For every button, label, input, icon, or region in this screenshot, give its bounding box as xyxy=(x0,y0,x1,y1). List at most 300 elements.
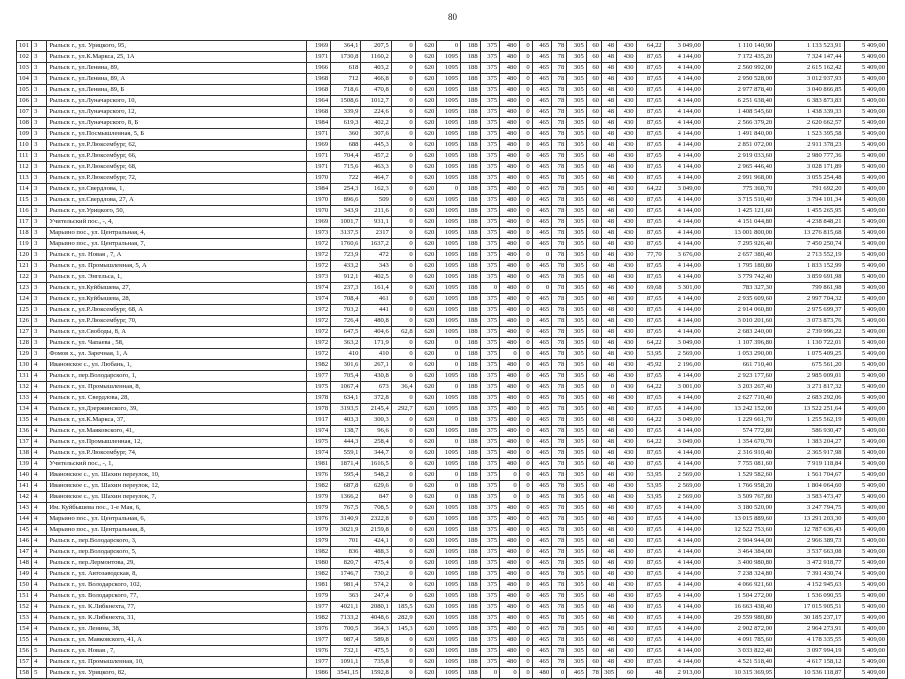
table-cell: 430 xyxy=(617,173,637,184)
table-cell: 5 409,00 xyxy=(844,514,887,525)
table-cell: 36,4 xyxy=(391,382,415,393)
table-cell: 87,65 xyxy=(636,206,664,217)
table-cell: 1979 xyxy=(307,492,331,503)
table-row xyxy=(17,338,888,349)
table-cell: 620 xyxy=(415,514,437,525)
table-cell: 48 xyxy=(601,74,616,85)
table-cell: 2 914 060,80 xyxy=(703,305,775,316)
table-cell: 305 xyxy=(567,63,587,74)
table-cell: 188 xyxy=(461,470,481,481)
table-cell: 1095 xyxy=(437,404,461,415)
table-cell: 3 794 101,34 xyxy=(775,195,844,206)
table-cell: Рыльск г., ул.Луначарского, 10, xyxy=(47,96,307,107)
table-cell: 87,65 xyxy=(636,85,664,96)
table-cell: 0 xyxy=(519,316,532,327)
table-cell: 106 xyxy=(17,96,32,107)
table-cell: 188 xyxy=(461,74,481,85)
table-cell: 1976 xyxy=(307,646,331,657)
table-cell: 465 xyxy=(532,481,552,492)
table-cell: 1095 xyxy=(437,162,461,173)
table-cell: 305 xyxy=(567,250,587,261)
table-cell: 480 xyxy=(500,382,520,393)
table-cell: 305 xyxy=(567,85,587,96)
table-cell: 430 xyxy=(617,437,637,448)
table-cell: 433,2 xyxy=(331,261,361,272)
table-cell: 343 xyxy=(361,261,391,272)
table-cell: 104 xyxy=(17,74,32,85)
table-cell: 475,5 xyxy=(361,646,391,657)
table-cell: 112 xyxy=(17,162,32,173)
table-cell: 375 xyxy=(480,316,500,327)
table-cell: 48 xyxy=(601,591,616,602)
table-cell: 2 904 944,00 xyxy=(703,536,775,547)
table-cell: Рыльск г., ул. Промышленная, 8, xyxy=(47,382,307,393)
table-cell: 5 409,00 xyxy=(844,206,887,217)
table-cell: 465 xyxy=(532,239,552,250)
table-cell: 188 xyxy=(461,228,481,239)
table-cell: 987,4 xyxy=(331,635,361,646)
table-cell: 5 409,00 xyxy=(844,382,887,393)
table-cell: 78 xyxy=(552,514,567,525)
table-cell: 5 409,00 xyxy=(844,261,887,272)
table-cell: 620 xyxy=(415,459,437,470)
table-cell: 87,65 xyxy=(636,217,664,228)
table-cell: 307,6 xyxy=(361,129,391,140)
table-cell: 704,4 xyxy=(331,151,361,162)
table-cell: 465 xyxy=(532,217,552,228)
table-cell: Рыльск г., ул.Р.Люксембург, 62, xyxy=(47,140,307,151)
table-cell: 305 xyxy=(567,360,587,371)
table-cell: 48 xyxy=(601,305,616,316)
table-cell: 60 xyxy=(586,525,601,536)
table-cell: 60 xyxy=(586,228,601,239)
table-cell: 78 xyxy=(552,52,567,63)
table-cell: Рыльск г., ул.Ленина, 89, xyxy=(47,63,307,74)
table-cell: 375 xyxy=(480,525,500,536)
table-cell: 1979 xyxy=(307,536,331,547)
table-cell: 480 xyxy=(500,459,520,470)
table-cell: 375 xyxy=(480,591,500,602)
table-cell: 1095 xyxy=(437,140,461,151)
table-cell: 463,3 xyxy=(361,162,391,173)
table-cell: 188 xyxy=(461,668,481,679)
table-cell: 154 xyxy=(17,624,32,635)
table-cell: 3 xyxy=(32,118,47,129)
table-cell: 375 xyxy=(480,228,500,239)
table-cell: 2159,8 xyxy=(361,525,391,536)
table-cell: 0 xyxy=(391,448,415,459)
table-cell: 111 xyxy=(17,151,32,162)
table-cell: 430 xyxy=(617,283,637,294)
table-cell: 0 xyxy=(391,635,415,646)
table-cell: 2 902 872,00 xyxy=(703,624,775,635)
table-cell: 4 xyxy=(32,470,47,481)
table-cell: 171,9 xyxy=(361,338,391,349)
table-cell: 3193,5 xyxy=(331,404,361,415)
table-cell: 589,8 xyxy=(361,635,391,646)
table-cell: 4 xyxy=(32,481,47,492)
table-cell: 87,65 xyxy=(636,602,664,613)
table-cell: 375 xyxy=(480,173,500,184)
table-cell: Рыльск г., ул.Р.Люксембург, 70, xyxy=(47,316,307,327)
table-cell: 118 xyxy=(17,228,32,239)
table-cell: 87,65 xyxy=(636,63,664,74)
table-cell: 480 xyxy=(500,613,520,624)
table-cell: 1730,8 xyxy=(331,52,361,63)
table-cell: 5 409,00 xyxy=(844,85,887,96)
table-cell: 1095 xyxy=(437,74,461,85)
table-cell: 488,3 xyxy=(361,547,391,558)
table-cell: 78 xyxy=(552,184,567,195)
table-cell: 1971 xyxy=(307,162,331,173)
table-cell: 480 xyxy=(500,514,520,525)
table-cell: 0 xyxy=(519,107,532,118)
table-cell: 0 xyxy=(519,525,532,536)
table-cell: 430 xyxy=(617,305,637,316)
table-cell: 3 xyxy=(32,107,47,118)
table-cell: 465 xyxy=(532,426,552,437)
table-cell: 5 409,00 xyxy=(844,591,887,602)
table-cell: 1095 xyxy=(437,239,461,250)
table-cell: 78 xyxy=(552,173,567,184)
table-cell: 620 xyxy=(415,437,437,448)
table-cell: 3 180 520,00 xyxy=(703,503,775,514)
table-cell: 480 xyxy=(500,294,520,305)
table-cell: 0 xyxy=(519,140,532,151)
table-cell: 188 xyxy=(461,261,481,272)
table-cell: 465 xyxy=(532,459,552,470)
table-cell: 1 133 523,91 xyxy=(775,41,844,52)
table-cell: 3 xyxy=(32,228,47,239)
table-cell: 1095 xyxy=(437,514,461,525)
table-cell: 5 409,00 xyxy=(844,162,887,173)
table-cell: 48 xyxy=(601,162,616,173)
table-cell: Рыльск г., ул.Дзержинского, 39, xyxy=(47,404,307,415)
table-cell: 87,65 xyxy=(636,558,664,569)
table-cell: 1982 xyxy=(307,481,331,492)
table-cell: Рыльск г., ул.Р.Люксембург, 68, xyxy=(47,162,307,173)
table-cell: 375 xyxy=(480,360,500,371)
table-cell: 0 xyxy=(391,481,415,492)
table-cell: 0 xyxy=(391,63,415,74)
table-cell: 60 xyxy=(586,426,601,437)
table-cell: 1 110 140,90 xyxy=(703,41,775,52)
table-cell: 375 xyxy=(480,338,500,349)
table-cell: 3 010 201,60 xyxy=(703,316,775,327)
table-cell: 48 xyxy=(601,580,616,591)
table-cell: 87,65 xyxy=(636,547,664,558)
table-cell: 5 409,00 xyxy=(844,547,887,558)
table-cell: 87,65 xyxy=(636,591,664,602)
table-cell: 364,1 xyxy=(331,41,361,52)
table-cell: 372,8 xyxy=(361,393,391,404)
table-cell: 1 053 290,00 xyxy=(703,349,775,360)
table-cell: 305 xyxy=(567,316,587,327)
table-cell: 60 xyxy=(586,613,601,624)
table-cell: 48 xyxy=(601,536,616,547)
table-cell: 0 xyxy=(480,668,500,679)
table-row xyxy=(17,371,888,382)
table-cell: 60 xyxy=(586,360,601,371)
table-cell: 12 522 753,60 xyxy=(703,525,775,536)
table-cell: 78 xyxy=(552,602,567,613)
table-cell: 375 xyxy=(480,63,500,74)
table-cell: 620 xyxy=(415,481,437,492)
table-cell: 2 950 528,00 xyxy=(703,74,775,85)
table-cell: 5 409,00 xyxy=(844,129,887,140)
table-cell: Рыльск г., ул. Чапаева , 58, xyxy=(47,338,307,349)
table-cell: 305 xyxy=(567,646,587,657)
table-cell: 60 xyxy=(586,580,601,591)
table-cell: 122 xyxy=(17,272,32,283)
table-cell: Марьино пос., ул. Центральная, 7, xyxy=(47,239,307,250)
table-cell: 0 xyxy=(519,305,532,316)
table-cell: 0 xyxy=(391,294,415,305)
table-row xyxy=(17,184,888,195)
table-cell: 465 xyxy=(532,151,552,162)
table-cell: 3 xyxy=(32,294,47,305)
table-cell: 465 xyxy=(532,272,552,283)
table-cell: 619,3 xyxy=(331,118,361,129)
table-cell: 375 xyxy=(480,426,500,437)
table-cell: 48 xyxy=(601,624,616,635)
table-cell: 188 xyxy=(461,448,481,459)
table-cell: 465 xyxy=(532,52,552,63)
table-cell: Рыльск г., пер.Володарского, 1, xyxy=(47,371,307,382)
table-cell: 48 xyxy=(601,140,616,151)
table-cell: 3 xyxy=(32,63,47,74)
table-cell: 836 xyxy=(331,547,361,558)
table-cell: 480 xyxy=(500,107,520,118)
table-cell: 718,6 xyxy=(331,85,361,96)
table-cell: 1976 xyxy=(307,470,331,481)
table-cell: 60 xyxy=(586,173,601,184)
table-cell: 480 xyxy=(500,261,520,272)
table-cell: 1 529 582,60 xyxy=(703,470,775,481)
table-cell: 48 xyxy=(636,668,664,679)
table-cell: 60 xyxy=(586,657,601,668)
table-cell: 375 xyxy=(480,41,500,52)
table-cell: 430 xyxy=(617,580,637,591)
table-cell: 60 xyxy=(586,305,601,316)
table-cell: 0 xyxy=(519,184,532,195)
table-cell: 430 xyxy=(617,129,637,140)
table-cell: 0 xyxy=(519,162,532,173)
table-cell: 465 xyxy=(532,558,552,569)
table-cell: 620 xyxy=(415,184,437,195)
table-cell: 5 409,00 xyxy=(844,41,887,52)
table-cell: 1760,6 xyxy=(331,239,361,250)
table-cell: 375 xyxy=(480,481,500,492)
table-cell: 5 409,00 xyxy=(844,657,887,668)
table-cell: 375 xyxy=(480,613,500,624)
table-cell: 60 xyxy=(586,140,601,151)
table-cell: 0 xyxy=(500,492,520,503)
table-cell: 1972 xyxy=(307,349,331,360)
table-cell: 465 xyxy=(532,569,552,580)
table-cell: 5 409,00 xyxy=(844,349,887,360)
table-row xyxy=(17,558,888,569)
table-cell: 0 xyxy=(437,492,461,503)
table-row xyxy=(17,360,888,371)
table-cell: 188 xyxy=(461,591,481,602)
table-cell: 0 xyxy=(532,283,552,294)
table-cell: 620 xyxy=(415,316,437,327)
table-cell: 3 033 822,40 xyxy=(703,646,775,657)
table-cell: 87,65 xyxy=(636,162,664,173)
table-cell: Марьино пос., ул. Центральная, 8, xyxy=(47,525,307,536)
table-cell: 4 xyxy=(32,591,47,602)
table-cell: 5 409,00 xyxy=(844,646,887,657)
table-row xyxy=(17,195,888,206)
table-cell: Ивановское с., ул. Любань, 1, xyxy=(47,360,307,371)
table-cell: 620 xyxy=(415,558,437,569)
table-cell: 0 xyxy=(519,294,532,305)
table-cell: 78 xyxy=(552,107,567,118)
table-cell: 0 xyxy=(519,129,532,140)
table-cell: 339,9 xyxy=(331,107,361,118)
table-cell: 151 xyxy=(17,591,32,602)
table-cell: 375 xyxy=(480,437,500,448)
table-cell: 60 xyxy=(586,459,601,470)
table-cell: 1981 xyxy=(307,580,331,591)
table-cell: 188 xyxy=(461,52,481,63)
table-cell: 78 xyxy=(552,228,567,239)
table-cell: 1977 xyxy=(307,602,331,613)
table-cell: 10 536 118,87 xyxy=(775,668,844,679)
table-cell: 5 409,00 xyxy=(844,294,887,305)
table-cell: 48 xyxy=(601,129,616,140)
table-cell: 305 xyxy=(567,173,587,184)
table-cell: 4 521 518,40 xyxy=(703,657,775,668)
table-row xyxy=(17,580,888,591)
table-cell: 466,8 xyxy=(361,74,391,85)
table-cell: 0 xyxy=(391,52,415,63)
table-row xyxy=(17,525,888,536)
table-cell: 305 xyxy=(567,492,587,503)
table-cell: 4 144,00 xyxy=(664,206,703,217)
table-cell: 4 152 945,63 xyxy=(775,580,844,591)
table-cell: 375 xyxy=(480,602,500,613)
table-cell: 48 xyxy=(601,283,616,294)
table-cell: 0 xyxy=(519,558,532,569)
table-cell: 247,4 xyxy=(361,591,391,602)
table-cell: 465 xyxy=(532,404,552,415)
table-cell: 4 144,00 xyxy=(664,657,703,668)
table-cell: Рыльск г., ул. Энгельса, 1, xyxy=(47,272,307,283)
table-cell: Рыльск г., ул. К.Либкнехта, 31, xyxy=(47,613,307,624)
table-cell: 5 409,00 xyxy=(844,558,887,569)
table-cell: 305 xyxy=(567,151,587,162)
table-cell: 465 xyxy=(532,437,552,448)
table-row xyxy=(17,140,888,151)
table-cell: 139 xyxy=(17,459,32,470)
table-cell: 1975 xyxy=(307,382,331,393)
table-cell: 620 xyxy=(415,338,437,349)
table-cell: 87,65 xyxy=(636,613,664,624)
table-cell: 465 xyxy=(532,547,552,558)
table-cell: 78 xyxy=(552,349,567,360)
table-cell: 188 xyxy=(461,635,481,646)
table-cell: 3 073 873,76 xyxy=(775,316,844,327)
table-cell: 465 xyxy=(532,206,552,217)
table-cell: 5 409,00 xyxy=(844,481,887,492)
table-cell: 60 xyxy=(586,569,601,580)
table-cell: 188 xyxy=(461,338,481,349)
table-cell: 121 xyxy=(17,261,32,272)
table-row xyxy=(17,503,888,514)
table-cell: 6 251 638,40 xyxy=(703,96,775,107)
table-cell: 78 xyxy=(552,404,567,415)
table-cell: 1973 xyxy=(307,228,331,239)
table-cell: 0 xyxy=(519,272,532,283)
table-cell: 620 xyxy=(415,426,437,437)
table-cell: 480 xyxy=(500,250,520,261)
table-cell: 2322,8 xyxy=(361,514,391,525)
table-cell: 1964 xyxy=(307,96,331,107)
table-row xyxy=(17,536,888,547)
table-cell: 0 xyxy=(391,74,415,85)
table-cell: 64,22 xyxy=(636,415,664,426)
table-cell: 60 xyxy=(586,261,601,272)
table-cell: 145 xyxy=(17,525,32,536)
table-cell: 5 409,00 xyxy=(844,195,887,206)
table-cell: 3 xyxy=(32,272,47,283)
table-cell: 188 xyxy=(461,316,481,327)
table-cell: 0 xyxy=(391,668,415,679)
table-cell: 152 xyxy=(17,602,32,613)
table-cell: 375 xyxy=(480,371,500,382)
table-cell: 87,65 xyxy=(636,371,664,382)
table-cell: 1978 xyxy=(307,393,331,404)
table-cell: 2 965 446,40 xyxy=(703,162,775,173)
table-cell: 480 xyxy=(500,96,520,107)
table-cell: 78 xyxy=(552,437,567,448)
table-cell: 78 xyxy=(552,195,567,206)
table-cell: 1871,4 xyxy=(331,459,361,470)
table-cell: 188 xyxy=(461,602,481,613)
table-cell: 620 xyxy=(415,657,437,668)
table-cell: 60 xyxy=(586,415,601,426)
table-cell: Рыльск г., пер.Володарского, 3, xyxy=(47,536,307,547)
table-cell: 60 xyxy=(586,107,601,118)
table-cell: 144 xyxy=(17,514,32,525)
table-row xyxy=(17,470,888,481)
table-cell: 480 xyxy=(500,415,520,426)
table-cell: 3 xyxy=(32,85,47,96)
table-cell: 5 409,00 xyxy=(844,140,887,151)
table-cell: 1969 xyxy=(307,140,331,151)
table-row xyxy=(17,316,888,327)
table-cell: 465 xyxy=(532,470,552,481)
table-cell: 403,2 xyxy=(361,63,391,74)
table-cell: 87,65 xyxy=(636,239,664,250)
table-cell: 480 xyxy=(500,162,520,173)
table-cell: 188 xyxy=(461,646,481,657)
table-cell: 60 xyxy=(586,349,601,360)
table-cell: 60 xyxy=(586,470,601,481)
table-cell: 1095 xyxy=(437,547,461,558)
table-cell: 78 xyxy=(552,217,567,228)
table-cell: 430 xyxy=(617,118,637,129)
table-cell: Рыльск г., ул.Урицкого, 50, xyxy=(47,206,307,217)
table-cell: 48 xyxy=(601,459,616,470)
table-cell: 620 xyxy=(415,360,437,371)
table-cell: 7 919 118,84 xyxy=(775,459,844,470)
table-cell: 1973 xyxy=(307,272,331,283)
table-cell: 3 400 980,80 xyxy=(703,558,775,569)
table-cell: 430 xyxy=(617,96,637,107)
